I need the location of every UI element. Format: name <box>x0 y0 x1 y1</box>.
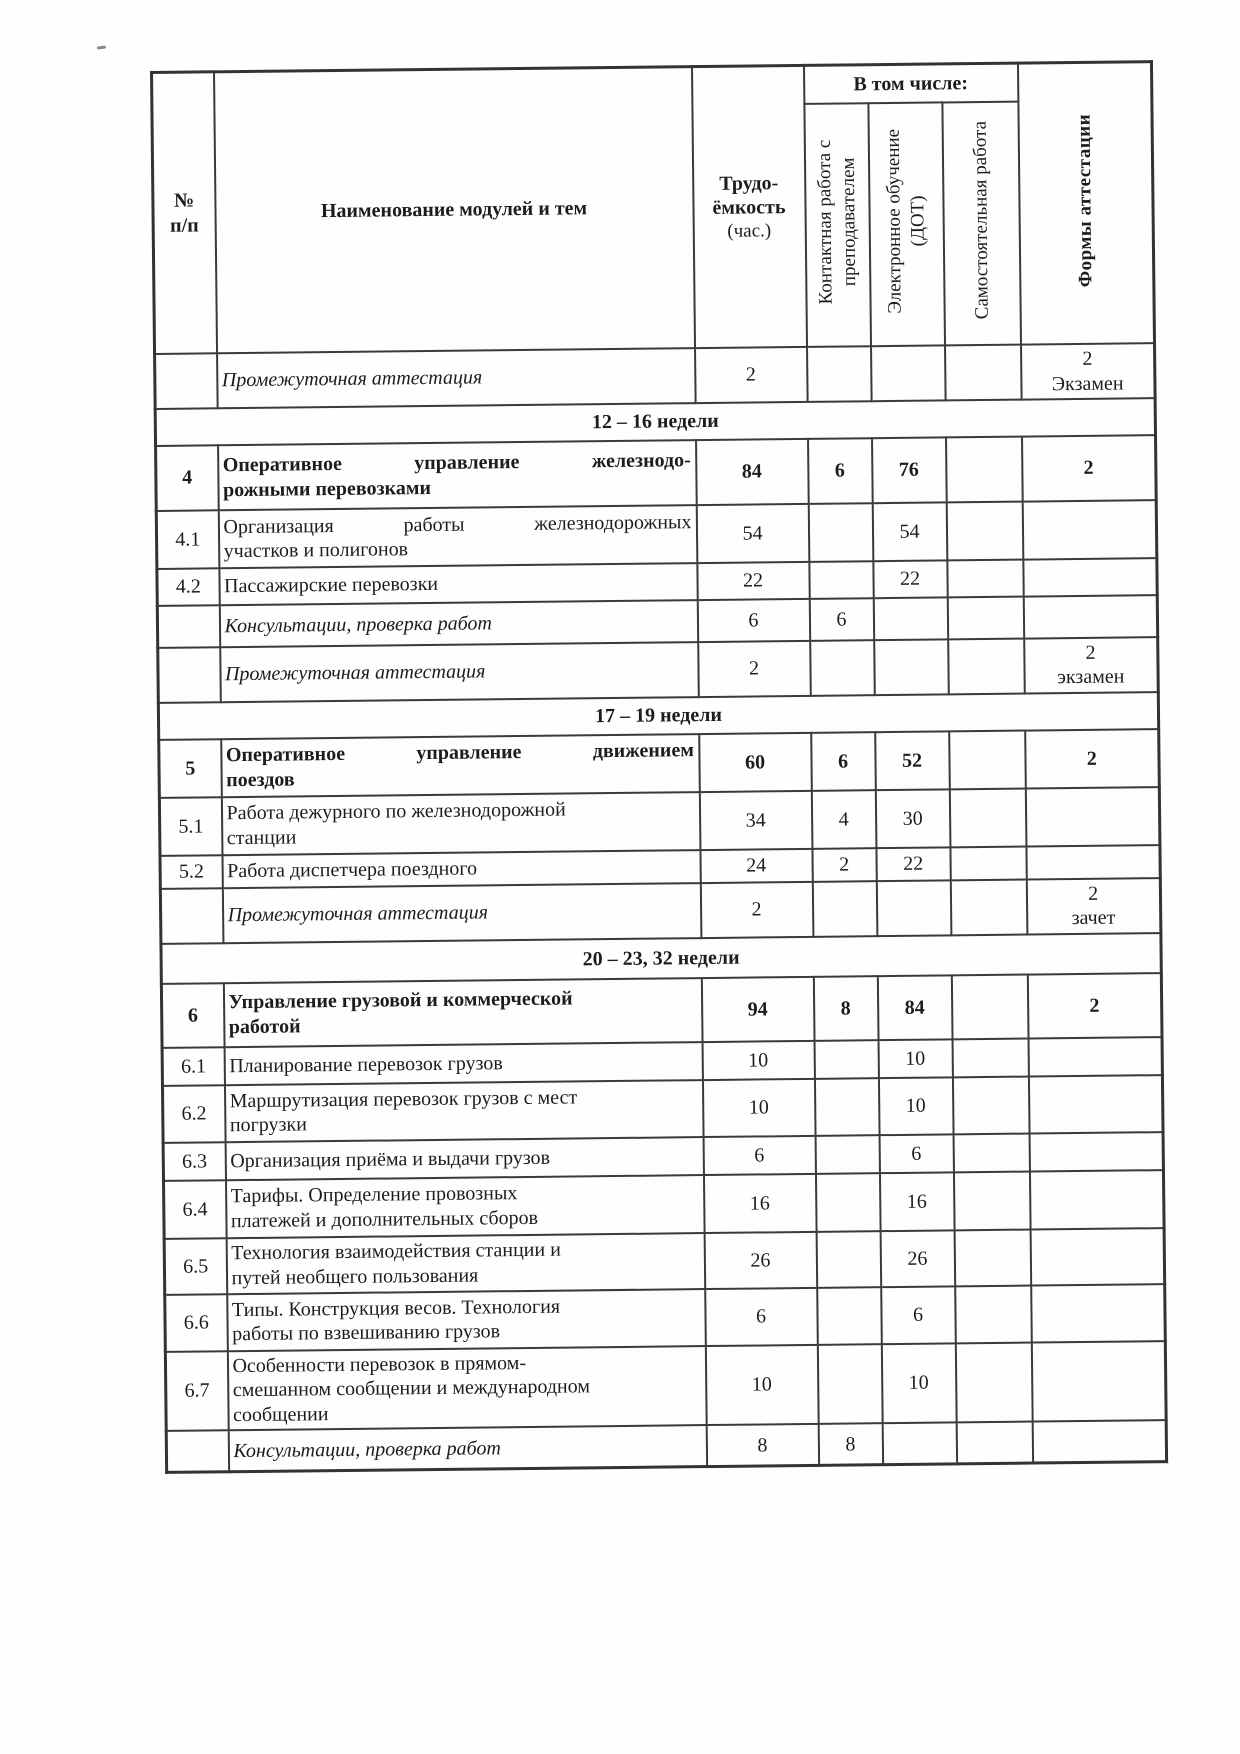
col-header-kontakt <box>804 103 871 347</box>
trud-unit-label: (час.) <box>727 220 772 243</box>
row-kontakt <box>815 1173 880 1232</box>
row-num: 6.6 <box>165 1294 228 1352</box>
row-name: Особенности перевозок в прямом- смешанном сообщении и международном сообщении <box>227 1346 706 1430</box>
row-samost <box>953 1171 1030 1230</box>
row-kontakt <box>810 640 875 695</box>
col-header-trud <box>691 65 806 348</box>
row-formy <box>1026 845 1160 879</box>
row-num <box>157 605 219 648</box>
col-header-num: № п/п <box>152 72 217 354</box>
row-elektron: 76 <box>872 437 947 503</box>
row-trud: 94 <box>701 977 814 1042</box>
kontakt-label: Контактная работа с преподавателем <box>813 139 860 305</box>
row-name: Тарифы. Определение провозных платежей и дополнительных сборов <box>226 1175 705 1238</box>
row-elektron <box>874 639 949 695</box>
row-formy <box>1031 1341 1166 1422</box>
row-trud: 24 <box>700 849 812 883</box>
row-formy <box>1030 1228 1165 1285</box>
row-num: 6.4 <box>164 1180 227 1239</box>
row-kontakt: 6 <box>809 598 873 641</box>
row-elektron: 6 <box>879 1134 953 1173</box>
row-formy: 2 зачет <box>1026 878 1161 934</box>
row-samost <box>952 1076 1029 1134</box>
table-row <box>164 1170 1165 1239</box>
row-elektron: 10 <box>881 1343 956 1423</box>
table-row <box>161 973 1162 1048</box>
row-samost <box>953 1133 1029 1172</box>
table-row <box>165 1341 1166 1431</box>
row-samost <box>948 639 1025 695</box>
row-samost <box>950 846 1026 880</box>
row-elektron: 10 <box>878 1077 953 1135</box>
row-formy <box>1032 1420 1166 1463</box>
row-elektron: 6 <box>881 1286 956 1344</box>
row-num: 6 <box>161 983 224 1048</box>
samost-label: Самостоятельная работа <box>969 121 993 320</box>
row-kontakt <box>816 1231 881 1288</box>
row-samost <box>946 502 1023 561</box>
section-label: 17 – 19 недели <box>158 692 1158 740</box>
row-samost <box>945 345 1022 401</box>
trud-label: Трудо- ёмкость <box>712 171 786 219</box>
row-name: Организация работы железнодорожных участков и полигонов <box>218 505 697 568</box>
row-trud: 10 <box>705 1345 818 1425</box>
row-trud: 2 <box>698 641 811 697</box>
row-name: Оперативное управление движением поездов <box>221 734 700 797</box>
col-header-samost <box>942 102 1021 346</box>
row-samost <box>950 879 1027 935</box>
row-elektron: 10 <box>878 1039 952 1078</box>
section-label: 12 – 16 недели <box>155 398 1155 446</box>
row-elektron <box>876 880 951 936</box>
row-num: 6.7 <box>165 1351 228 1431</box>
row-formy: 2 <box>1027 973 1162 1038</box>
row-samost <box>951 974 1028 1039</box>
row-samost <box>946 437 1023 503</box>
row-elektron: 22 <box>876 847 950 881</box>
row-name: Типы. Конструкция весов. Технология работы по взвешиванию грузов <box>227 1289 706 1351</box>
row-formy <box>1028 1037 1162 1076</box>
row-num <box>158 647 221 702</box>
row-name: Работа дежурного по железнодорожной станции <box>221 792 700 855</box>
row-num: 4.1 <box>156 510 219 569</box>
row-trud: 6 <box>705 1288 818 1346</box>
row-num: 5.1 <box>159 797 222 856</box>
row-elektron: 26 <box>880 1230 955 1287</box>
row-trud: 22 <box>697 562 809 600</box>
row-name: Консультации, проверка работ <box>219 600 697 647</box>
row-num: 6.5 <box>164 1238 227 1295</box>
row-trud: 2 <box>695 347 808 403</box>
row-num: 6.1 <box>162 1047 224 1086</box>
row-formy <box>1028 1075 1163 1133</box>
row-name: Пассажирские перевозки <box>219 563 697 605</box>
row-trud: 10 <box>702 1079 815 1137</box>
row-formy <box>1023 595 1157 638</box>
table-row <box>159 729 1160 798</box>
row-name: Промежуточная аттестация <box>222 883 701 943</box>
row-formy <box>1022 500 1157 559</box>
table-row <box>156 435 1157 511</box>
row-samost <box>949 788 1026 847</box>
row-trud: 2 <box>700 882 813 938</box>
row-elektron: 54 <box>872 502 947 561</box>
row-trud: 54 <box>696 504 809 563</box>
row-name: Планирование перевозок грузов <box>224 1042 702 1085</box>
row-kontakt <box>807 346 872 402</box>
col-header-elektron <box>868 102 945 346</box>
row-formy <box>1029 1132 1163 1171</box>
row-kontakt <box>812 881 877 937</box>
row-num <box>166 1430 228 1473</box>
row-num: 4 <box>156 445 219 511</box>
row-name: Промежуточная аттестация <box>220 642 699 702</box>
row-kontakt: 6 <box>811 732 876 791</box>
row-num: 5 <box>159 739 222 798</box>
row-samost <box>954 1229 1031 1286</box>
row-kontakt <box>815 1135 879 1174</box>
row-num: 5.2 <box>160 855 222 889</box>
row-name: Работа диспетчера поездного <box>222 850 700 888</box>
row-samost <box>952 1038 1028 1077</box>
row-formy: 2 экзамен <box>1024 637 1159 693</box>
row-name: Оперативное управление железнодо- рожными перевозками <box>218 440 697 510</box>
row-elektron <box>871 345 946 401</box>
scan-artifact <box>97 45 106 49</box>
row-formy: 2 Экзамен <box>1021 343 1156 399</box>
elektron-label: Электронное обучение (ДОТ) <box>882 128 929 314</box>
row-trud: 6 <box>697 599 809 642</box>
row-kontakt <box>817 1287 882 1345</box>
row-samost <box>955 1285 1032 1343</box>
row-formy <box>1025 787 1160 846</box>
row-elektron: 84 <box>877 975 952 1040</box>
row-elektron <box>873 597 947 640</box>
curriculum-table <box>150 60 1168 1474</box>
row-name: Управление грузовой и коммерческой работой <box>223 978 702 1047</box>
row-kontakt <box>808 503 873 562</box>
row-kontakt <box>809 561 873 599</box>
row-trud: 84 <box>696 439 809 505</box>
row-num <box>160 888 223 944</box>
row-kontakt: 2 <box>812 848 876 882</box>
row-trud: 8 <box>706 1424 818 1467</box>
row-trud: 10 <box>702 1041 814 1080</box>
row-trud: 16 <box>703 1174 816 1233</box>
document-sheet <box>150 60 1168 1474</box>
row-trud: 26 <box>704 1232 817 1289</box>
row-samost <box>955 1342 1032 1422</box>
row-kontakt: 8 <box>813 976 878 1041</box>
row-samost <box>949 730 1026 789</box>
row-kontakt <box>817 1344 882 1424</box>
row-num: 6.3 <box>163 1142 225 1181</box>
row-samost <box>947 597 1023 640</box>
row-elektron: 30 <box>875 789 950 848</box>
table-row <box>156 500 1157 569</box>
row-samost <box>956 1421 1032 1464</box>
row-formy: 2 <box>1022 435 1157 501</box>
row-kontakt: 8 <box>818 1423 882 1466</box>
row-elektron <box>882 1422 956 1465</box>
row-elektron: 52 <box>875 731 950 790</box>
row-num <box>155 353 218 409</box>
row-kontakt: 6 <box>808 438 873 504</box>
row-trud: 34 <box>699 791 812 850</box>
row-formy <box>1029 1170 1164 1229</box>
formy-label: Формы аттестации <box>1073 113 1097 287</box>
row-elektron: 22 <box>873 560 947 598</box>
row-num: 6.2 <box>162 1085 225 1143</box>
row-kontakt: 4 <box>811 790 876 849</box>
row-trud: 6 <box>703 1136 815 1175</box>
row-name: Организация приёма и выдачи грузов <box>225 1137 703 1180</box>
col-header-name: Наименование модулей и тем <box>214 67 695 354</box>
row-kontakt <box>814 1040 878 1079</box>
row-formy <box>1031 1284 1166 1342</box>
row-name: Технология взаимодействия станции и путей необщего пользования <box>226 1233 705 1294</box>
row-elektron: 16 <box>879 1172 954 1231</box>
row-num: 4.2 <box>157 568 219 606</box>
row-name: Промежуточная аттестация <box>217 348 696 408</box>
row-formy <box>1023 558 1157 596</box>
section-label: 20 – 23, 32 недели <box>161 933 1161 984</box>
row-trud: 60 <box>699 733 812 792</box>
row-samost <box>947 560 1023 598</box>
row-name: Маршрутизация перевозок грузов с мест погрузки <box>224 1080 703 1142</box>
row-kontakt <box>814 1078 879 1136</box>
row-formy: 2 <box>1025 729 1160 788</box>
col-header-formy <box>1017 62 1154 345</box>
row-name: Консультации, проверка работ <box>228 1425 706 1472</box>
col-header-incl: В том числе: <box>803 63 1017 104</box>
table-row <box>159 787 1160 856</box>
